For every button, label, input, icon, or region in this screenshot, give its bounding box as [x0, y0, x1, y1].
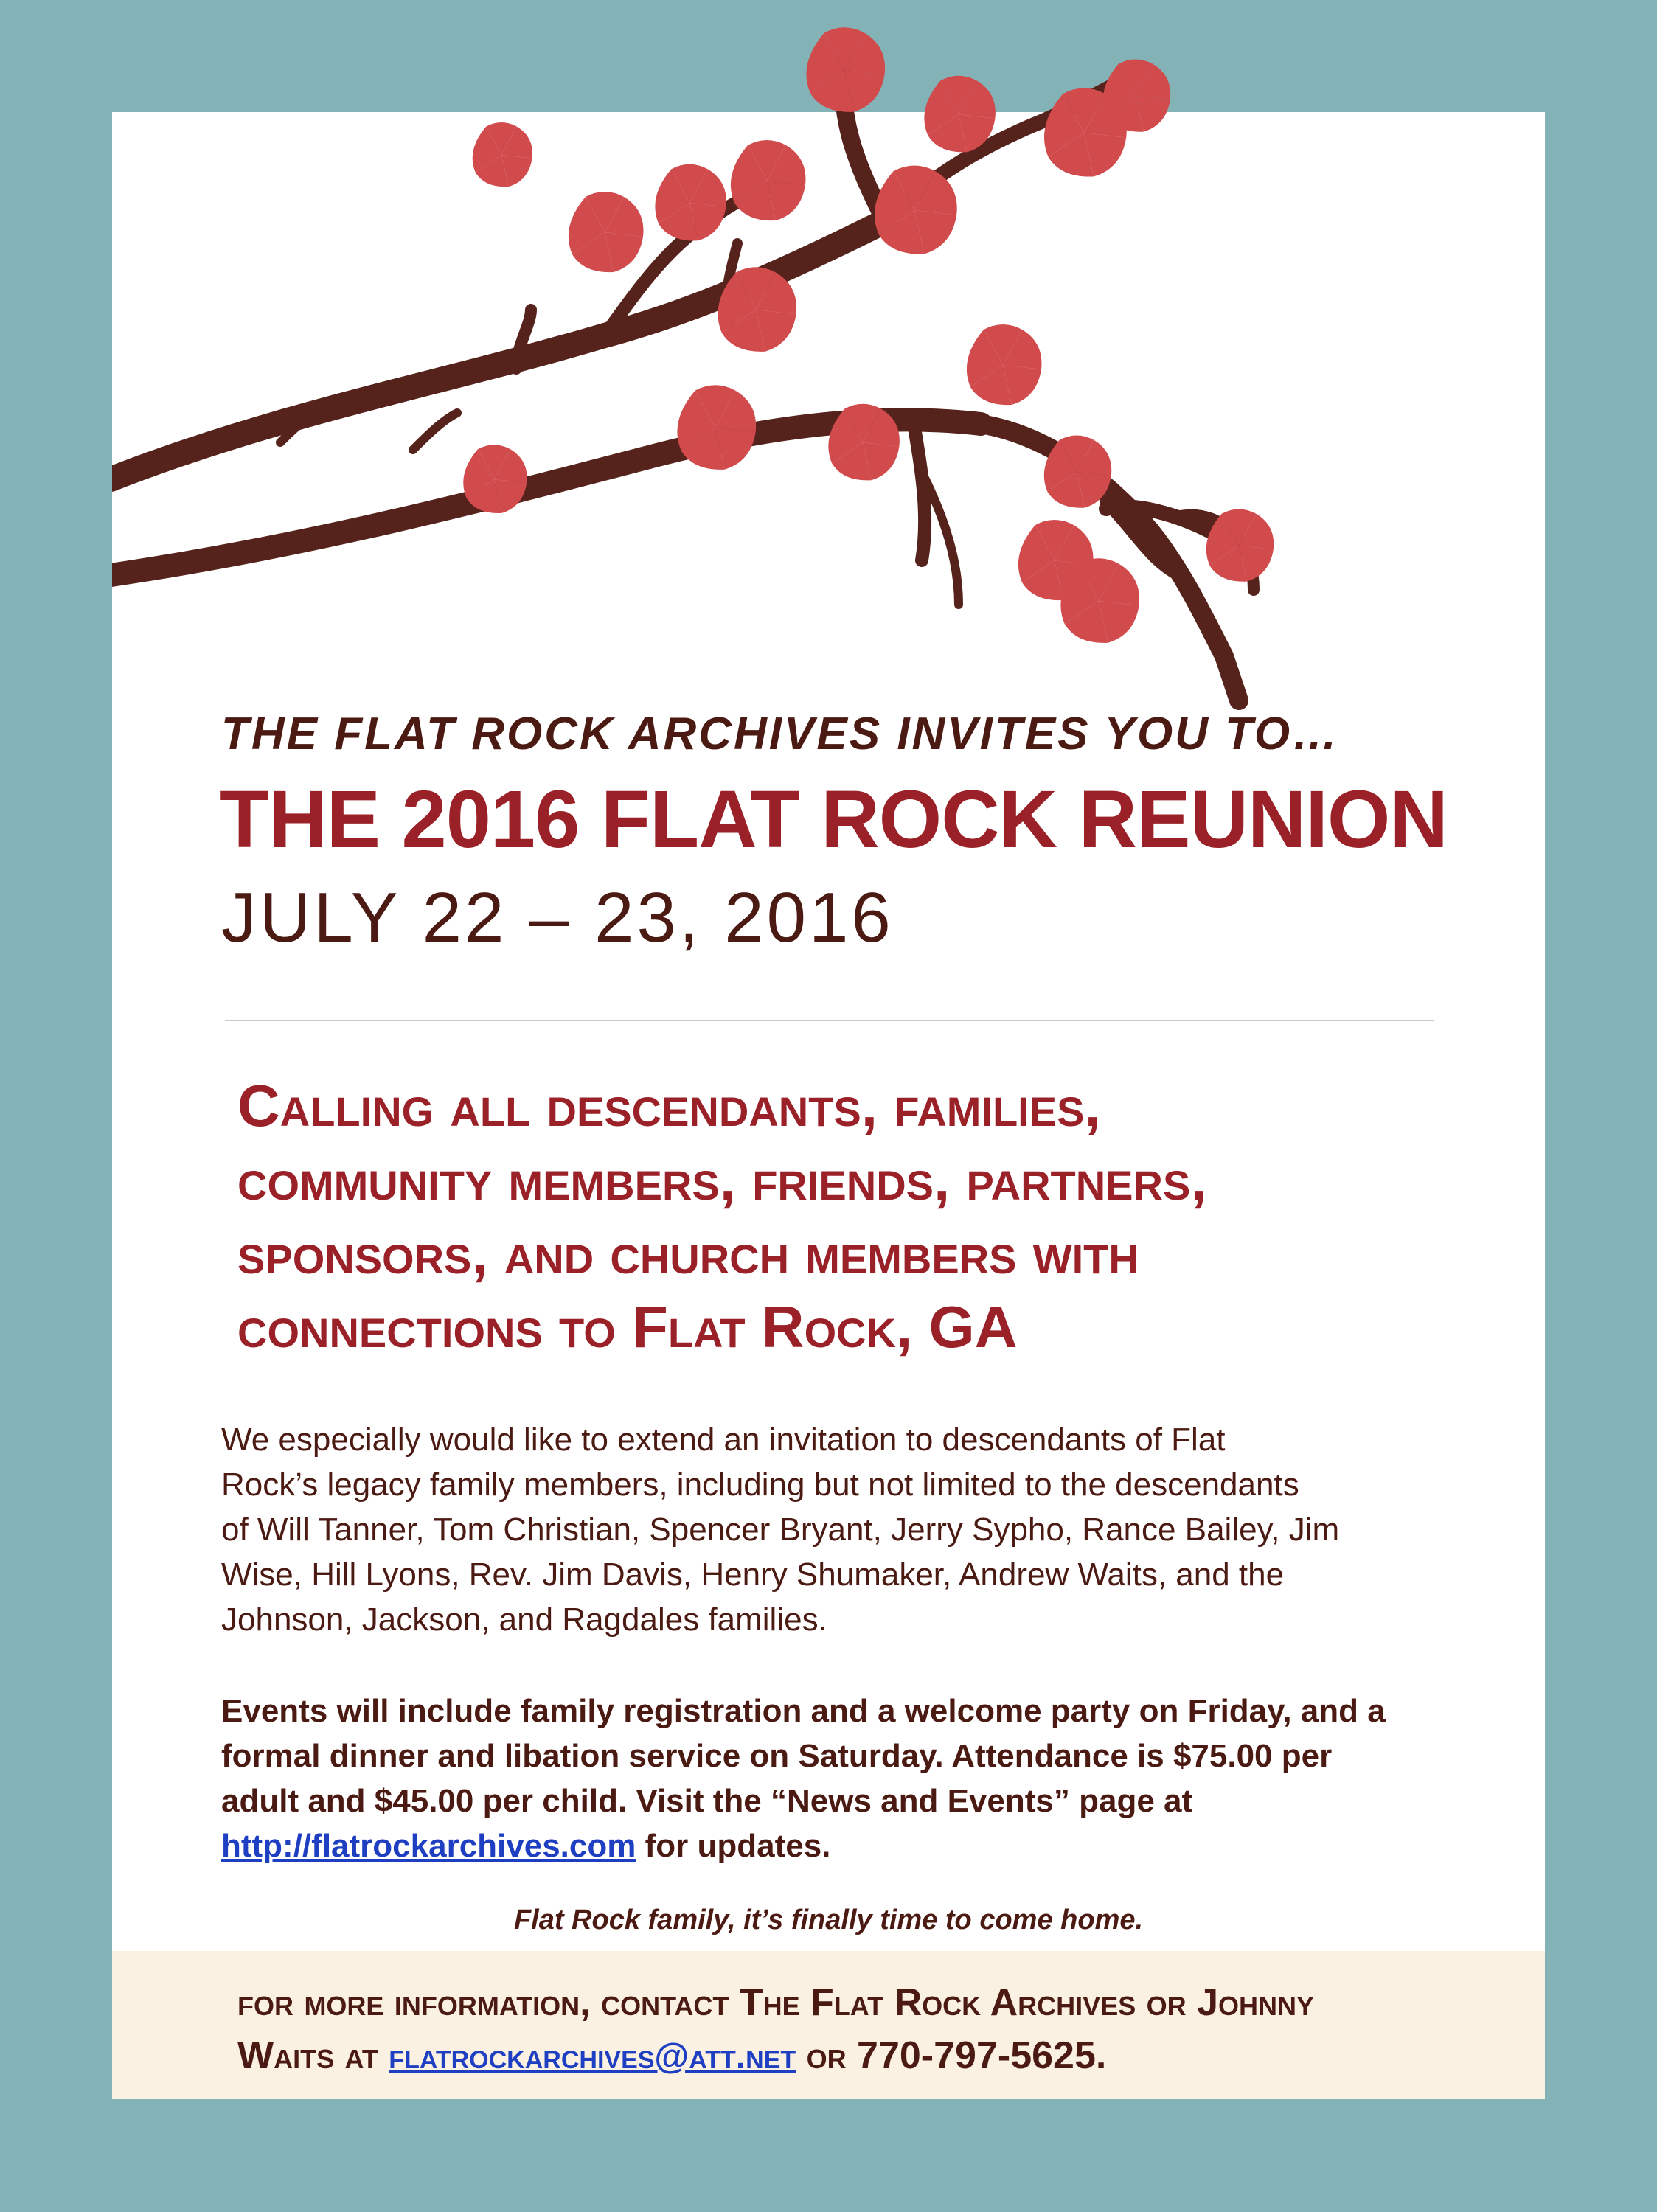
tagline: Flat Rock family, it’s finally time to come home. [513, 1905, 1144, 1935]
invites-line: THE FLAT ROCK ARCHIVES INVITES YOU TO… [221, 709, 1341, 759]
events-line: Events will include family registration and a welcome party on Friday, and a [221, 1693, 1386, 1729]
invitation-line: Wise, Hill Lyons, Rev. Jim Davis, Henry Shumaker, Andrew Waits, and the [221, 1557, 1285, 1593]
events-line: adult and $45.00 per child. Visit the “News and Events” page at [221, 1783, 1193, 1819]
contact-info [237, 1976, 1506, 2084]
invitation-line: We especially would like to extend an invitation to descendants of Flat [221, 1422, 1226, 1458]
cherry-blossom-branch-illustration [0, 0, 1657, 737]
events-line: formal dinner and libation service on Saturday. Attendance is $75.00 per [221, 1738, 1333, 1774]
calling-line: sponsors, and church members with [237, 1220, 1139, 1286]
calling-line: community members, friends, partners, [237, 1147, 1207, 1212]
invitation-paragraph [221, 1417, 1431, 1642]
calling-line: Calling all descendants, families, [237, 1073, 1101, 1138]
divider [225, 1020, 1434, 1021]
contact-line-2 [237, 2029, 1506, 2084]
calling-line: connections to Flat Rock, GA [237, 1294, 1018, 1360]
events-paragraph [221, 1688, 1460, 1868]
email-link[interactable]: flatrockarchives@att.net [389, 2037, 796, 2076]
contact-phone: or 770-797-5625. [796, 2034, 1107, 2077]
event-title: THE 2016 FLAT ROCK REUNION [220, 774, 1448, 865]
invitation-line: Johnson, Jackson, and Ragdales families. [221, 1601, 827, 1638]
event-dates: JULY 22 – 23, 2016 [221, 878, 894, 957]
invitation-line: of Will Tanner, Tom Christian, Spencer Bryant, Jerry Sypho, Rance Bailey, Jim [221, 1512, 1340, 1548]
website-link[interactable]: http://flatrockarchives.com [221, 1828, 636, 1864]
events-after-link: for updates. [636, 1828, 831, 1864]
invitation-line: Rock’s legacy family members, including but not limited to the descendants [221, 1467, 1299, 1503]
contact-line-1: for more information, contact The Flat Rock Archives or Johnny [237, 1981, 1315, 2024]
events-line-last [221, 1823, 1460, 1868]
calling-heading [237, 1069, 1462, 1364]
contact-prefix: Waits at [237, 2034, 389, 2077]
